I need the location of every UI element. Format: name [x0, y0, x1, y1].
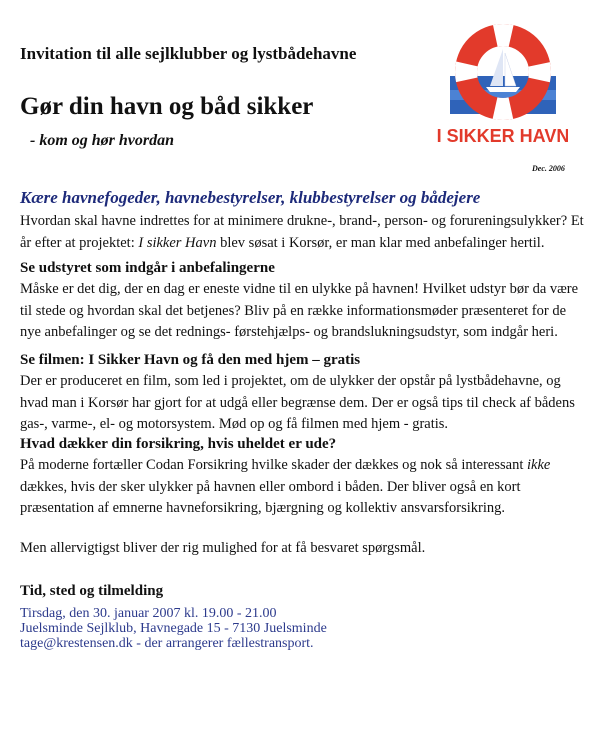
section-text: Der er produceret en film, som led i projektet, om de ulykker der opstår på lystbådehavne, og hvad man i Korsør har gjort for at udgå eller begrænse dem. Der er også tips til check af bådens gas-, varme-, el- og motorsystem. Mød op og få filmen med hjem - gratis. [20, 373, 575, 432]
logo [436, 24, 568, 154]
greeting-title: Kære havnefogeder, havnebestyrelser, klubbestyrelser og bådejere [20, 188, 481, 207]
page-title: Gør din havn og båd sikker [20, 93, 314, 120]
greeting-text: Hvordan skal havne indrettes for at minimere drukne-, brand-, person- og forureningsulykker? Et år efter at projektet: I sikker Havn blev søsat i Korsør, er man klar med anbefalinger hertil. [20, 213, 584, 251]
insurance-section [20, 436, 585, 520]
event-section [20, 583, 585, 651]
closing-text: Men allervigtigst bliver der rig mulighed for at få besvaret spørgsmål. [20, 540, 426, 556]
event-location: Juelsminde Sejlklub, Havnegade 15 - 7130 Juelsminde [20, 621, 327, 636]
event-title: Tid, sted og tilmelding [20, 583, 164, 599]
section-text: På moderne fortæller Codan Forsikring hvilke skader der dækkes og nok så interessant ikke dækkes, hvis der sker ulykker på havnen eller ombord i båden. Der bliver også en kort præsentation af emnerne havneforsikring, bjærgning og kollektiv ansvarsforsikring. [20, 457, 551, 516]
closing-section [20, 538, 585, 560]
section-title: Se filmen: I Sikker Havn og få den med hjem – gratis [20, 352, 361, 368]
section-title: Hvad dækker din forsikring, hvis uheldet er ude? [20, 436, 337, 452]
signup-email[interactable]: tage@krestensen.dk - der arrangerer fællestransport. [20, 636, 314, 651]
emphasis-word: ikke [527, 457, 551, 473]
equipment-section [20, 260, 585, 344]
greeting-section [20, 188, 585, 254]
project-name: I sikker Havn [138, 234, 217, 251]
film-section [20, 352, 585, 436]
subtitle: - kom og hør hvordan [30, 132, 175, 149]
section-text: Måske er det dig, der en dag er eneste vidne til en ulykke på havnen! Hvilket udstyr bør da være til stede og hvordan skal det betjenes? Bliv på en række informationsmøder præsenteret for de nye anbefalinger og se det rednings- førstehjælps- og brandslukningsudstyr, som indgår heri. [20, 281, 579, 340]
document-date: Dec. 2006 [532, 164, 565, 173]
event-datetime: Tirsdag, den 30. januar 2007 kl. 19.00 - 21.00 [20, 606, 277, 621]
invitation-line: Invitation til alle sejlklubber og lystbådehavne [20, 44, 357, 63]
logo-text: I SIKKER HAVN [436, 126, 568, 146]
section-title: Se udstyret som indgår i anbefalingerne [20, 260, 275, 276]
lifebuoy-sailboat-icon [436, 24, 568, 154]
